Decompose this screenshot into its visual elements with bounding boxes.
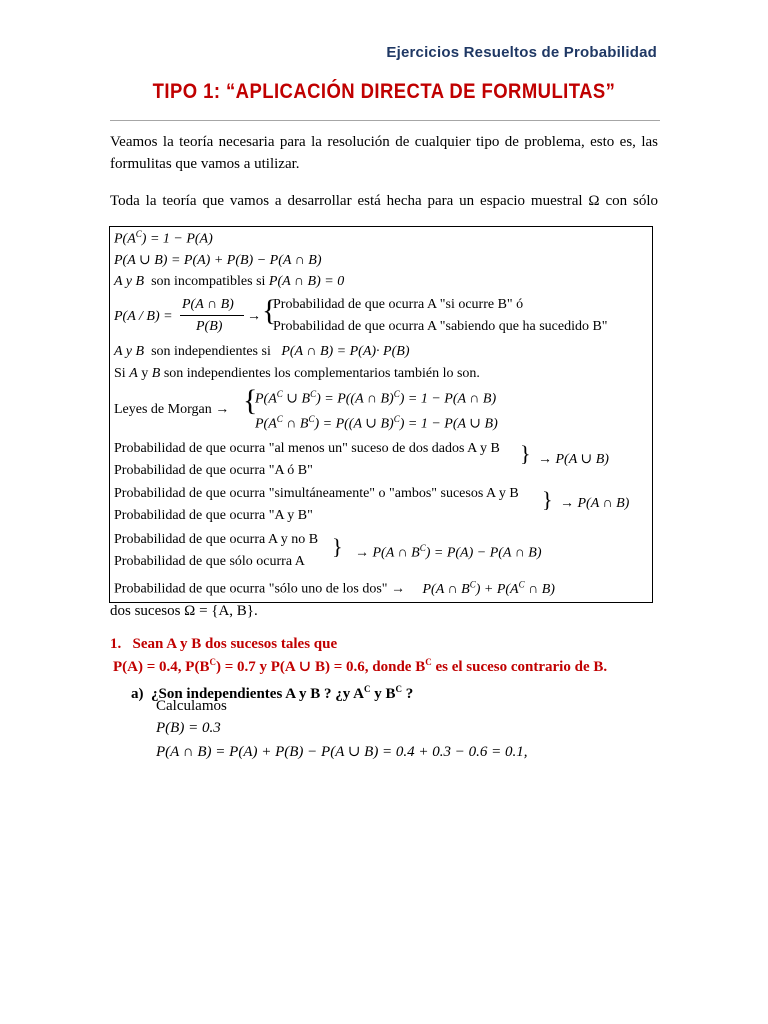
- exercise-1-heading: 1. Sean A y B dos sucesos tales que: [110, 636, 338, 652]
- calc-pb: P(B) = 0.3: [156, 720, 221, 736]
- formula-independent: A y B son independientes si P(A ∩ B) = P(A)· P(B): [114, 344, 410, 359]
- calc-intersection: P(A ∩ B) = P(A) + P(B) − P(A ∪ B) = 0.4 + 0.3 − 0.6 = 0.1,: [156, 744, 528, 760]
- title-divider: [110, 120, 660, 121]
- atleast-line-2: Probabilidad de que ocurra "A ó B": [114, 463, 313, 478]
- section-title: TIPO 1: “APLICACIÓN DIRECTA DE FORMULITAS”: [152, 80, 616, 103]
- formula-conditional-lhs: P(A / B) =: [114, 309, 173, 324]
- sample-space-text: dos sucesos Ω = {A, B}.: [110, 603, 258, 619]
- conditional-meaning-2: Probabilidad de que ocurra A "sabiendo que ha sucedido B": [273, 319, 608, 334]
- formula-box: [109, 226, 653, 603]
- morgan-label: Leyes de Morgan →: [114, 402, 230, 417]
- formula-conditional-denominator: P(B): [196, 319, 223, 334]
- both-result: → P(A ∩ B): [560, 496, 630, 511]
- both-line-1: Probabilidad de que ocurra "simultáneamente" o "ambos" sucesos A y B: [114, 486, 519, 501]
- right-brace-icon: }: [542, 487, 553, 512]
- morgan-law-2: $P(A^C$ ∩ $B^C) = P((A$ ∪ B)$^C$) = 1 − P(A ∪ B): [255, 414, 498, 432]
- formula-conditional-numerator: P(A ∩ B): [182, 297, 234, 312]
- complements-independent: Si A y B son independientes los complementarios también lo son.: [114, 366, 480, 381]
- formula-incompatible: A y B son incompatibles si P(A ∩ B) = 0: [114, 274, 345, 289]
- atleast-result: → P(A ∪ B): [538, 452, 609, 467]
- formula-complement: $P(A^C) = 1 - P(A)$: [114, 229, 213, 247]
- right-brace-icon: }: [520, 441, 531, 466]
- atleast-line-1: Probabilidad de que ocurra "al menos un" suceso de dos dados A y B: [114, 441, 500, 456]
- morgan-law-1: $P(A^C$ ∪ $B^C) = P((A$ ∩ B)$^C$) = 1 − P(A ∩ B): [255, 389, 497, 407]
- exercise-1-data: P(A) = 0.4, $P(B^C) = 0.7$ y P(A ∪ B) = 0.6, donde $B^C$ es el suceso contrario de B.: [113, 657, 608, 675]
- left-brace-icon: {: [243, 384, 258, 417]
- intro-paragraph-2: Toda la teoría que vamos a desarrollar está hecha para un espacio muestral Ω con sólo: [110, 193, 658, 209]
- fraction-bar: [180, 315, 244, 316]
- one-of-two: Probabilidad de que ocurra "sólo uno de los dos" → P(A ∩ $B^C) + P(A^C$ ∩ B): [114, 579, 555, 597]
- one-of-two-formula: P(A ∩ $B^C) + P(A^C$ ∩ B): [422, 579, 555, 597]
- only-a-line-2: Probabilidad de que sólo ocurra A: [114, 554, 305, 569]
- arrow-icon: →: [247, 309, 261, 324]
- both-line-2: Probabilidad de que ocurra "A y B": [114, 508, 313, 523]
- conditional-meaning-1: Probabilidad de que ocurra A "si ocurre B" ó: [273, 297, 524, 312]
- formula-union: P(A ∪ B) = P(A) + P(B) − P(A ∩ B): [114, 253, 322, 268]
- only-a-line-1: Probabilidad de que ocurra A y no B: [114, 532, 319, 547]
- only-a-result: → P(A ∩ $B^C) = P(A) - P(A$ ∩ B): [355, 543, 542, 561]
- right-brace-icon: }: [332, 534, 343, 559]
- left-brace-icon: {: [262, 294, 277, 327]
- calc-intro: Calculamos: [156, 698, 227, 714]
- intro-paragraph-1: Veamos la teoría necesaria para la resolución de cualquier tipo de problema, esto es, las formulitas que vamos a utilizar.: [110, 134, 658, 172]
- document-header-title: Ejercicios Resueltos de Probabilidad: [386, 44, 657, 61]
- question-a: a) ¿Son independientes A y B ? ¿y $A^C$ y $B^C$ ?: [131, 684, 414, 702]
